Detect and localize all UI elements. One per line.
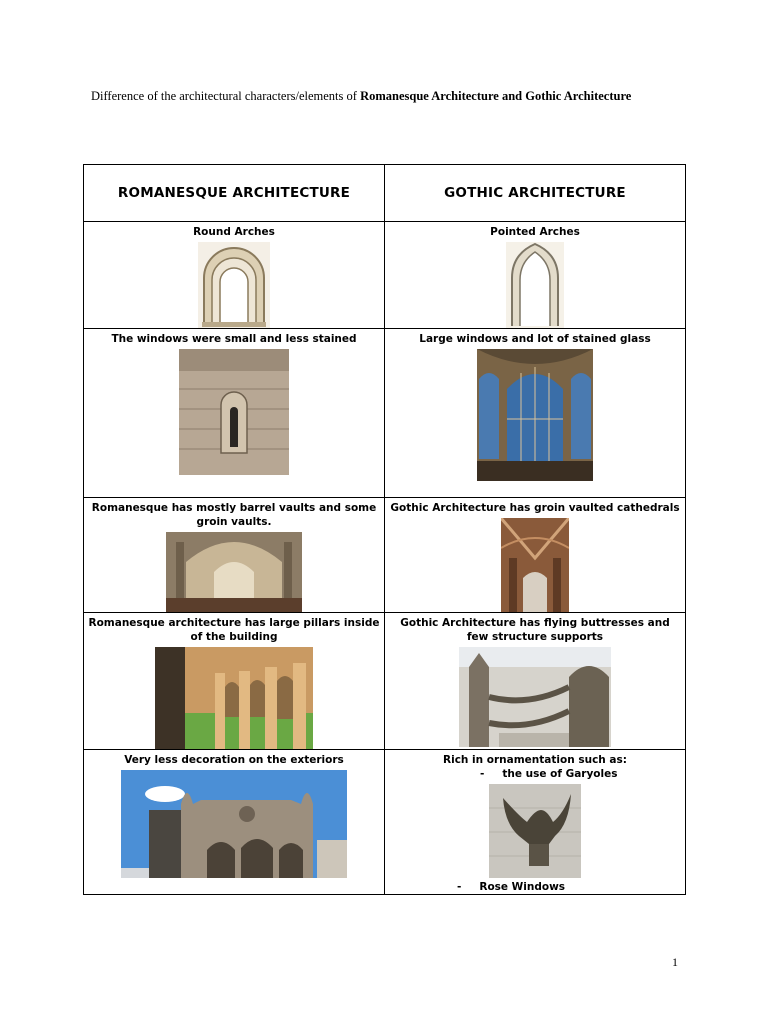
cell-groin-vaults bbox=[385, 498, 686, 613]
cell-large-windows bbox=[385, 329, 686, 498]
caption-small-windows: The windows were small and less stained bbox=[111, 333, 357, 345]
caption-barrel-vaults: Romanesque has mostly barrel vaults and some groin vaults. bbox=[91, 502, 377, 528]
ornament-label-rose-windows: Rose Windows bbox=[479, 881, 566, 893]
ornament-item-gargoyles bbox=[385, 767, 685, 781]
cell-pointed-arches bbox=[385, 222, 686, 329]
caption-large-pillars: Romanesque architecture has large pillars inside of the building bbox=[88, 617, 380, 643]
cell-ornamentation bbox=[385, 750, 686, 895]
caption-groin-vaults: Gothic Architecture has groin vaulted cathedrals bbox=[390, 502, 680, 514]
cell-barrel-vaults bbox=[84, 498, 385, 613]
romanesque-facade-image bbox=[121, 770, 347, 878]
page-number: 1 bbox=[672, 955, 678, 969]
cell-round-arches bbox=[84, 222, 385, 329]
caption-pointed-arches: Pointed Arches bbox=[490, 226, 580, 238]
header-romanesque: ROMANESQUE ARCHITECTURE bbox=[84, 165, 385, 222]
cell-small-windows bbox=[84, 329, 385, 498]
flying-buttress-image bbox=[459, 647, 611, 747]
barrel-vault-image bbox=[166, 532, 302, 612]
stained-glass-image bbox=[477, 349, 593, 481]
groin-vault-image bbox=[501, 518, 569, 612]
cell-flying-buttresses bbox=[385, 613, 686, 750]
cell-less-decoration bbox=[84, 750, 385, 895]
ornament-item-rose-windows bbox=[385, 880, 685, 894]
comparison-table bbox=[83, 164, 686, 895]
round-arch-image bbox=[198, 242, 270, 328]
caption-less-decoration: Very less decoration on the exteriors bbox=[124, 754, 344, 766]
bullet-dash: - bbox=[480, 768, 485, 780]
header-gothic: GOTHIC ARCHITECTURE bbox=[385, 165, 686, 222]
bullet-dash-2: - bbox=[457, 881, 462, 893]
ornament-label-gargoyles: the use of Garyoles bbox=[502, 768, 618, 780]
caption-ornamentation: Rich in ornamentation such as: bbox=[443, 754, 627, 766]
pointed-arch-image bbox=[506, 242, 564, 328]
caption-round-arches: Round Arches bbox=[193, 226, 275, 238]
document-title bbox=[91, 89, 691, 104]
caption-large-windows: Large windows and lot of stained glass bbox=[419, 333, 651, 345]
small-window-image bbox=[179, 349, 289, 475]
caption-flying-buttresses: Gothic Architecture has flying buttresses and few structure supports bbox=[400, 617, 670, 643]
pillars-image bbox=[155, 647, 313, 749]
cell-large-pillars bbox=[84, 613, 385, 750]
title-bold: Romanesque Architecture and Gothic Architecture bbox=[360, 89, 632, 103]
title-plain: Difference of the architectural characters/elements of bbox=[91, 89, 361, 103]
gargoyle-image bbox=[489, 784, 581, 878]
